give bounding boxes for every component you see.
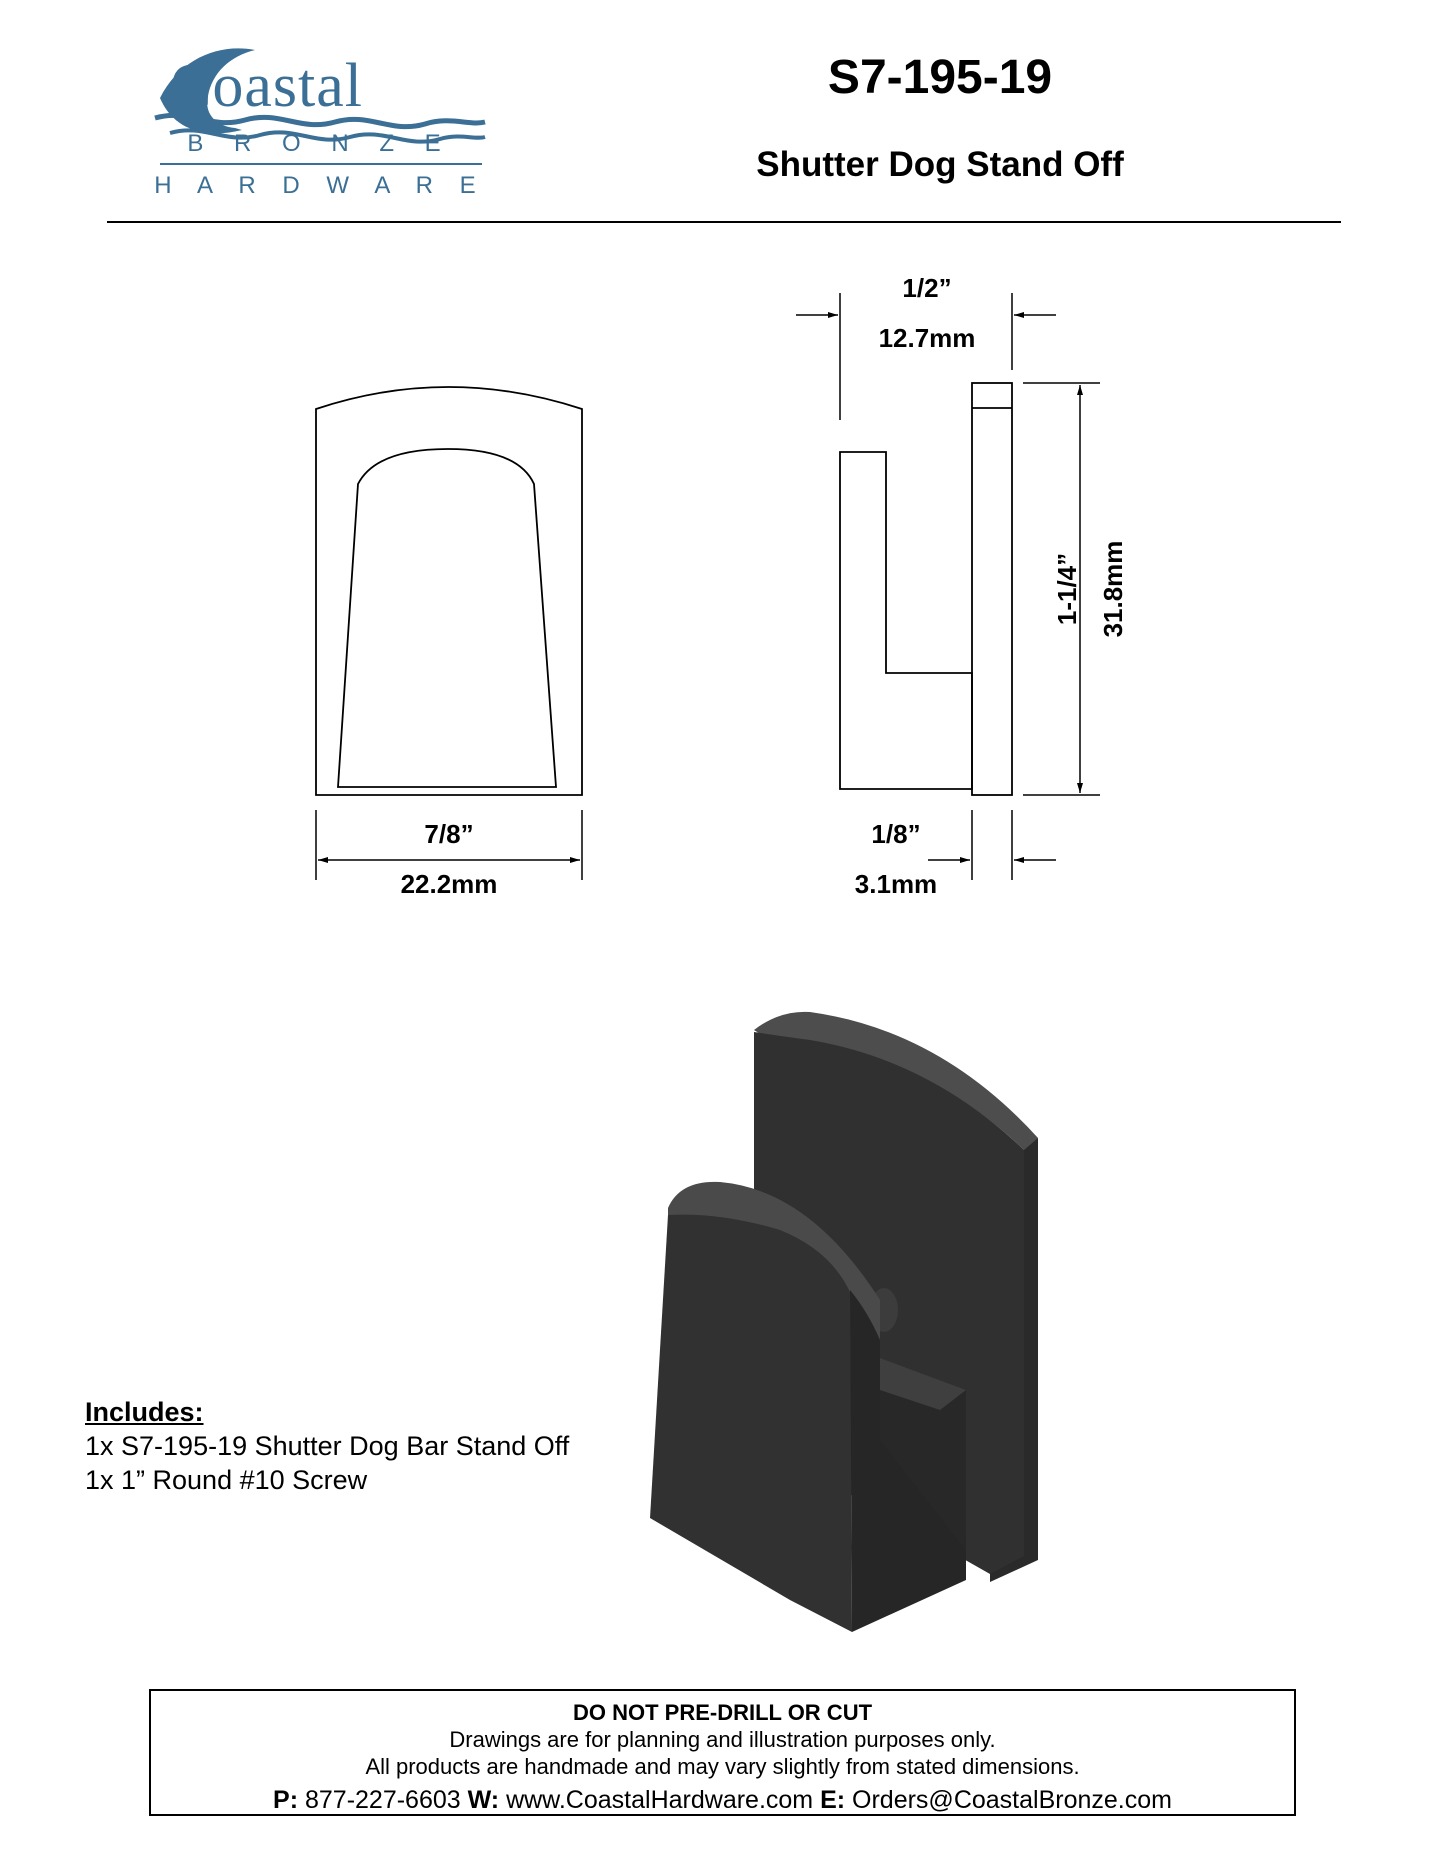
- phone-label: P:: [273, 1786, 299, 1814]
- notice-line-1: Drawings are for planning and illustration purposes only.: [449, 1727, 996, 1752]
- side-depth-dimension: [796, 293, 1056, 420]
- side-depth-inches: 1/2”: [902, 273, 952, 303]
- height-inches: 1-1/4”: [1052, 552, 1082, 626]
- includes-section: [85, 1395, 569, 1497]
- includes-title: Includes:: [85, 1397, 204, 1427]
- email-link[interactable]: Orders@CoastalBronze.com: [852, 1786, 1172, 1814]
- side-backplate-outline: [972, 383, 1012, 795]
- logo-line-hardware: H A R D W A R E: [154, 172, 486, 199]
- notice-title: DO NOT PRE-DRILL OR CUT: [572, 1700, 873, 1725]
- part-name: Shutter Dog Stand Off: [756, 145, 1124, 184]
- dog-front: [650, 1215, 852, 1632]
- web-label: W:: [467, 1786, 500, 1814]
- height-mm: 31.8mm: [1098, 540, 1128, 638]
- logo-wordmark: Coastal: [170, 52, 363, 120]
- contact-line: [151, 1784, 1294, 1816]
- plate-thickness-mm: 3.1mm: [854, 869, 938, 899]
- logo-line-bronze: B R O N Z E: [187, 130, 453, 157]
- side-depth-mm: 12.7mm: [878, 323, 976, 353]
- front-width-mm: 22.2mm: [400, 869, 498, 899]
- front-view: [316, 387, 582, 795]
- phone-number[interactable]: 877-227-6603: [304, 1786, 461, 1814]
- part-number: S7-195-19: [827, 51, 1053, 104]
- notice-box: [149, 1689, 1296, 1816]
- includes-item: 1x 1” Round #10 Screw: [85, 1465, 368, 1495]
- website-link[interactable]: www.CoastalHardware.com: [506, 1786, 814, 1814]
- side-dog-outline: [840, 452, 972, 789]
- plate-thickness-dimension: [928, 810, 1056, 880]
- side-view: [840, 383, 1012, 795]
- front-width-inches: 7/8”: [424, 819, 474, 849]
- front-dog-outline: [338, 449, 556, 787]
- notice-line-2: All products are handmade and may vary slightly from stated dimensions.: [365, 1754, 1080, 1779]
- email-label: E:: [820, 1786, 846, 1814]
- includes-item: 1x S7-195-19 Shutter Dog Bar Stand Off: [85, 1431, 570, 1461]
- product-render: [640, 1000, 1060, 1640]
- plate-thickness-inches: 1/8”: [871, 819, 921, 849]
